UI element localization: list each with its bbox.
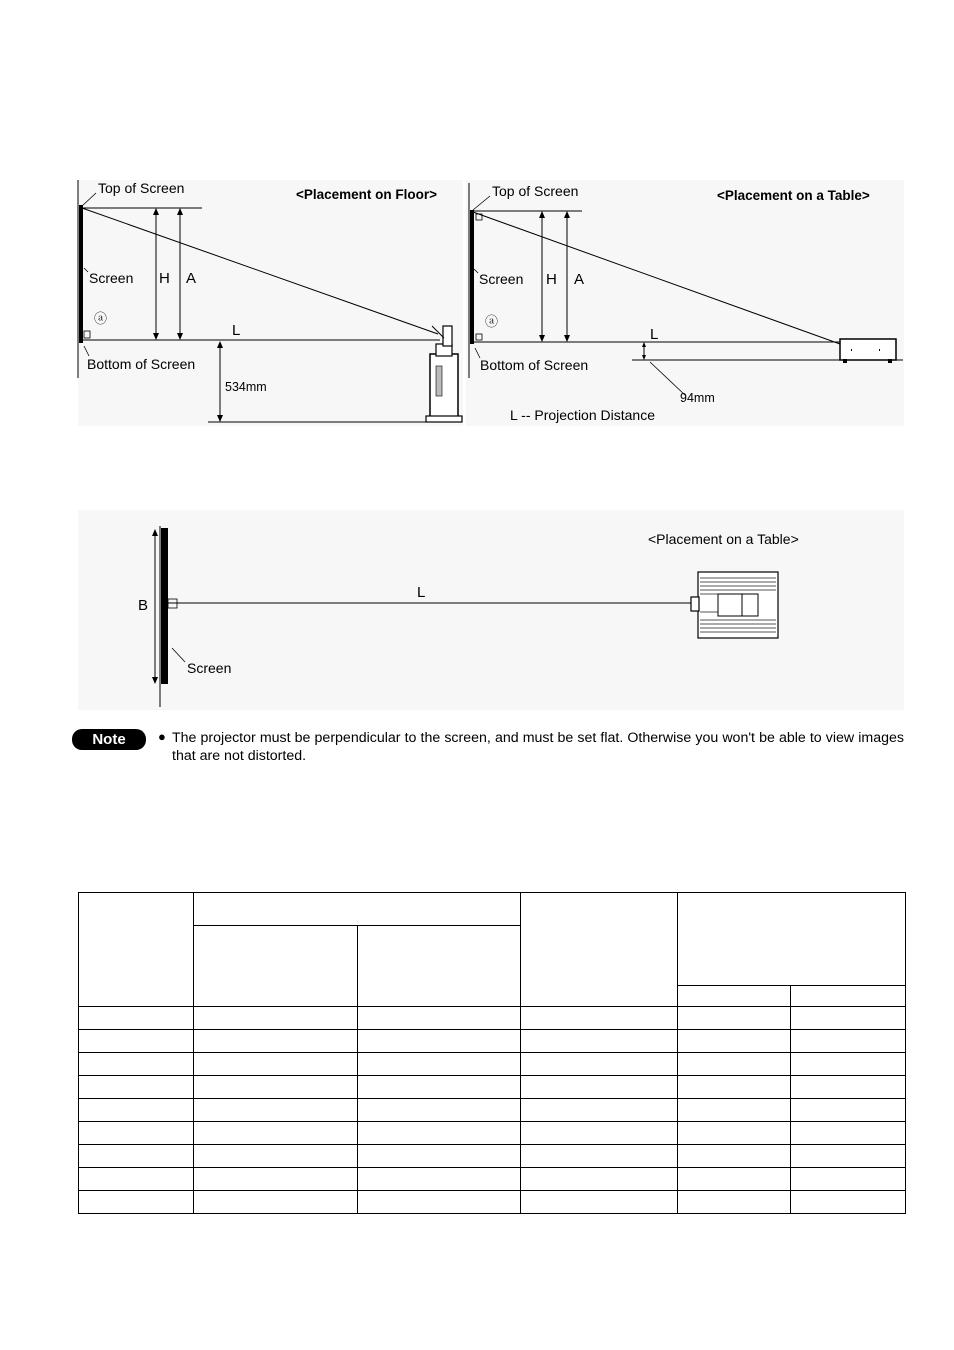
floor-height-label: 534mm [225, 380, 267, 394]
table-row [79, 1168, 906, 1191]
table-header-cell [193, 893, 521, 926]
table-diagram-drawing [0, 0, 954, 450]
table-top-of-screen-label: Top of Screen [492, 183, 579, 199]
floor-diagram-title: <Placement on Floor> [296, 187, 438, 202]
table-row [79, 1145, 906, 1168]
table-diagram-title: <Placement on a Table> [717, 188, 870, 203]
floor-l-label: L [232, 322, 241, 339]
table-row [79, 1099, 906, 1122]
top-view-drawing [0, 500, 954, 730]
table-row [79, 1191, 906, 1214]
floor-top-of-screen-label: Top of Screen [98, 180, 185, 196]
table-h-label: H [546, 271, 557, 288]
table-bottom-of-screen-label: Bottom of Screen [480, 357, 589, 373]
top-view-screen-label: Screen [187, 660, 232, 676]
projection-size-table [78, 892, 906, 1214]
table-a-label: A [574, 271, 585, 288]
floor-screen-label: Screen [89, 270, 134, 286]
note-badge: Note [72, 729, 146, 750]
note-text: The projector must be perpendicular to the screen, and must be set flat. Otherwise you won't be able to view images that are not distorted. [172, 730, 904, 764]
table-row [79, 1076, 906, 1099]
table-header-cell [357, 926, 521, 1007]
floor-h-label: H [159, 270, 170, 287]
table-projector-icon [840, 339, 896, 363]
top-view-b-label: B [138, 597, 149, 614]
table-header-cell [678, 893, 906, 986]
top-view-l-label: L [417, 584, 426, 601]
table-header-cell [193, 926, 357, 1007]
table-row [79, 1030, 906, 1053]
top-view-projector-icon [691, 572, 778, 638]
note-bullet-icon: ● [158, 729, 166, 744]
table-screen-label: Screen [479, 271, 524, 287]
table-header-cell [791, 986, 906, 1007]
table-header-cell [79, 893, 194, 1007]
table-row [79, 1122, 906, 1145]
table-header-cell [521, 893, 678, 1007]
table-row [79, 1053, 906, 1076]
table-row [79, 1007, 906, 1030]
top-view-title: <Placement on a Table> [648, 531, 799, 547]
projection-distance-legend: L -- Projection Distance [510, 407, 655, 423]
floor-bottom-of-screen-label: Bottom of Screen [87, 356, 196, 372]
table-l-label: L [650, 326, 659, 343]
table-angle-mark: ⓐ [485, 314, 499, 329]
floor-angle-mark: ⓐ [94, 311, 108, 326]
table-header-row-1 [79, 893, 906, 926]
table-header-cell [678, 986, 791, 1007]
table-offset-label: 94mm [680, 391, 715, 405]
floor-a-label: A [186, 270, 197, 287]
